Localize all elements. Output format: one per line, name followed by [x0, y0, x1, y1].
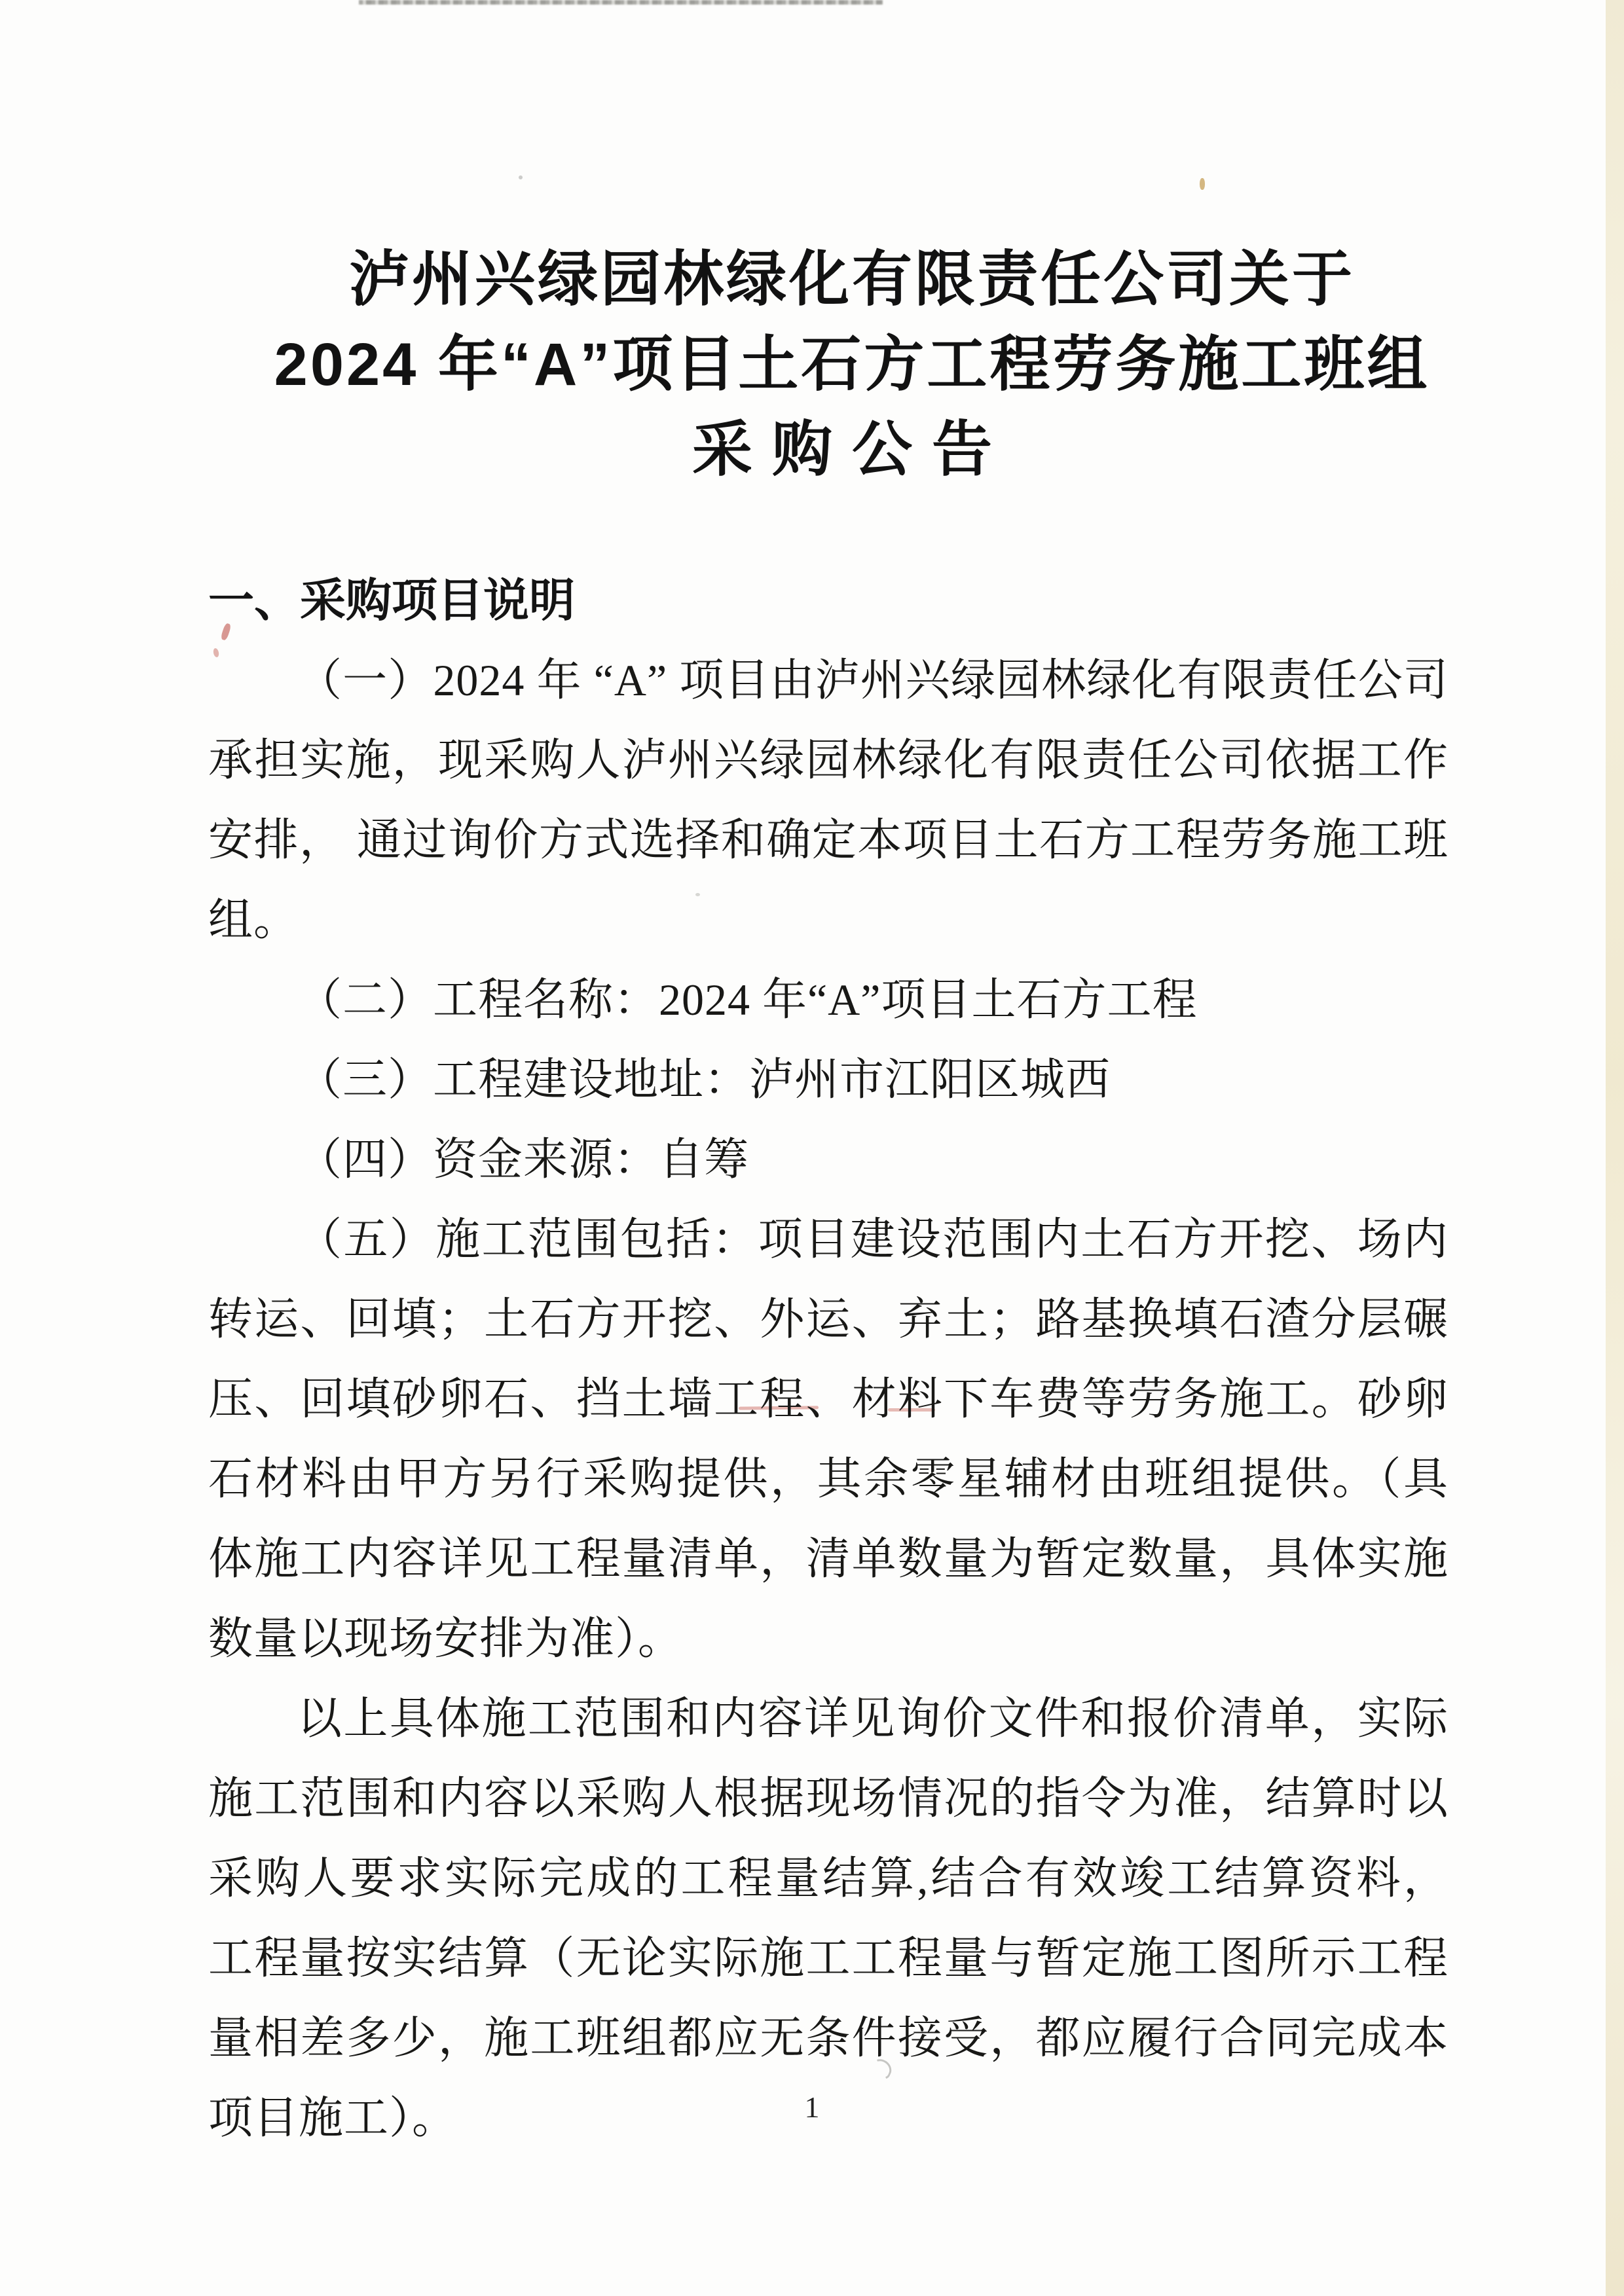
- section-heading-procurement-project-description: 一、采购项目说明: [208, 575, 575, 626]
- page-number: 1: [804, 2090, 820, 2124]
- document-title: [232, 0, 1472, 492]
- title-line-3: 采购公告: [692, 416, 1012, 483]
- paragraph-settlement-terms: 以上具体施工范围和内容详见询价文件和报价清单，实际施工范围和内容以采购人根据现场情况的指令为准，结算时以采购人要求实际完成的工程量结算,结合有效竣工结算资料， 工程量按实结算（无论实际施工工程量与暂定施工图所示工程量相差多少，施工班组都应无条件接受，都应履行合同完成本项目施工）。: [208, 1694, 1449, 2143]
- paragraph-construction-address: （三）工程建设地址：泸州市江阳区城西: [297, 1055, 1111, 1104]
- body-text: [208, 640, 1449, 2158]
- paragraph-project-overview: （一）2024 年 “A” 项目由泸州兴绿园林绿化有限责任公司承担实施，现采购人泸州兴绿园林绿化有限责任公司依据工作安排， 通过询价方式选择和确定本项目土石方工程劳务施工班组。: [208, 655, 1449, 945]
- paragraph-project-name: （二）工程名称：2024 年“A”项目土石方工程: [297, 975, 1198, 1025]
- paragraph-funding-source: （四）资金来源：自筹: [297, 1135, 750, 1184]
- paragraph-construction-scope: （五）施工范围包括：项目建设范围内土石方开挖、场内转运、回填；土石方开挖、外运、弃土；路基换填石渣分层碾压、回填砂卵石、挡土墙工程、材料下车费等劳务施工。砂卵石材料由甲方另行采购提供，其余零星辅材由班组提供。（具体施工内容详见工程量清单，清单数量为暂定数量，具体实施数量以现场安排为准）。: [208, 1214, 1449, 1664]
- title-line-2: 2024 年“A”项目土石方工程劳务施工班组: [274, 331, 1430, 398]
- title-line-1: 泸州兴绿园林绿化有限责任公司关于: [348, 246, 1355, 313]
